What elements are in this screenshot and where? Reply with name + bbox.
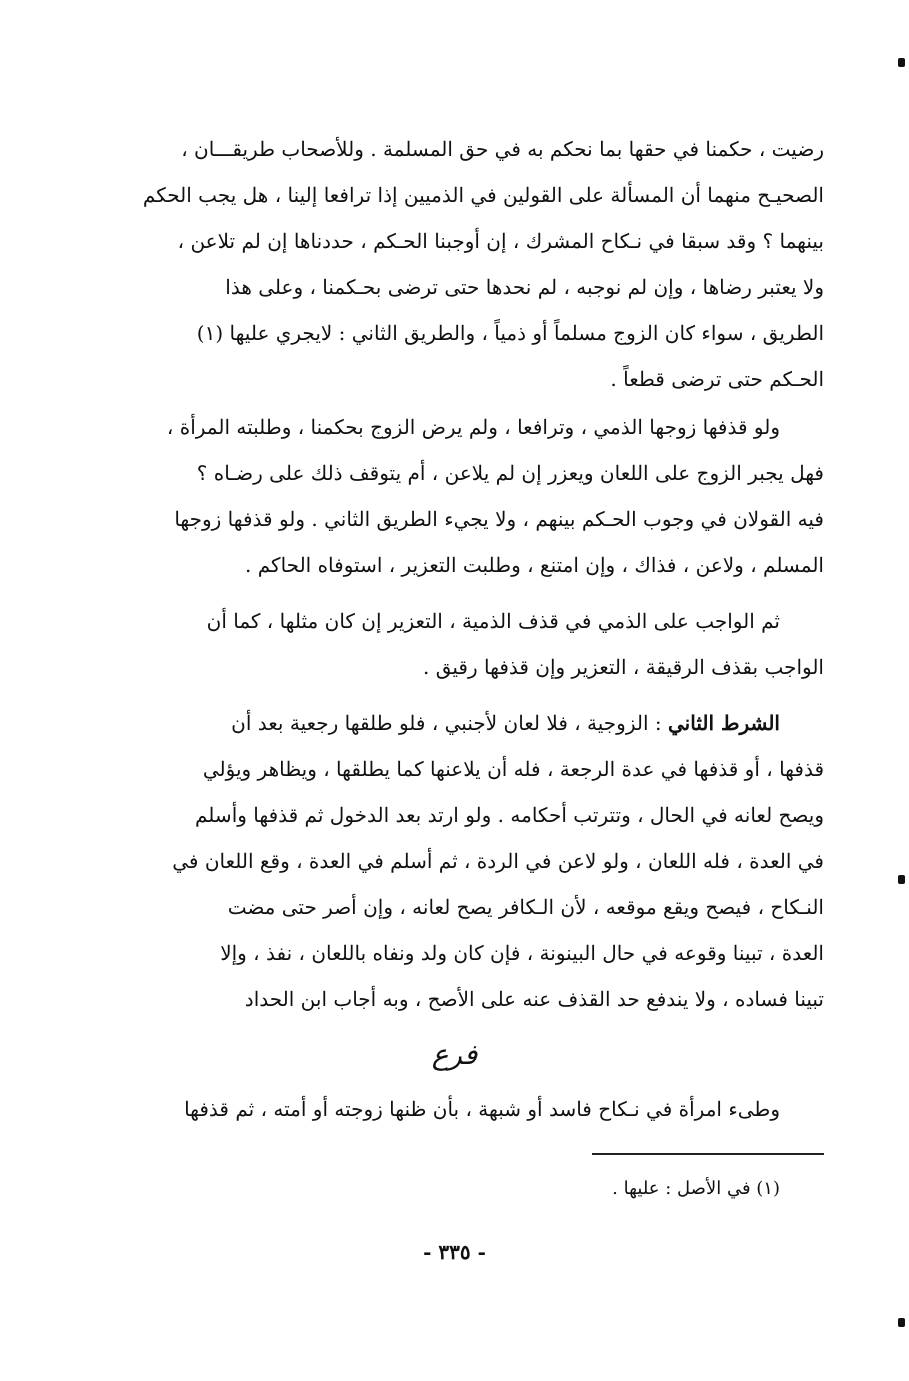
text-line: النـكاح ، فيصح ويقع موقعه ، لأن الـكافر يصح لعانه ، وإن أصر حتى مضت xyxy=(227,895,824,919)
text-line: وطىء امرأة في نـكاح فاسد أو شبهة ، بأن ظنها زوجته أو أمته ، ثم قذفها xyxy=(184,1097,780,1121)
text-line: ثم الواجب على الذمي في قذف الذمية ، التعزير إن كان مثلها ، كما أن xyxy=(206,609,780,633)
paragraph-3 xyxy=(100,598,824,690)
text-line: المسلم ، ولاعن ، فذاك ، وإن امتنع ، وطلبت التعزير ، استوفاه الحاكم . xyxy=(245,553,824,577)
text-line: تبينا فساده ، ولا يندفع حد القذف عنه على الأصح ، وبه أجاب ابن الحداد xyxy=(244,987,824,1011)
text-line: الحـكم حتى ترضى قطعاً . xyxy=(610,367,824,391)
text-line: رضيت ، حكمنا في حقها بما نحكم به في حق المسلمة . وللأصحاب طريقـــان ، xyxy=(181,137,824,161)
text-line: في العدة ، فله اللعان ، ولو لاعن في الردة ، ثم أسلم في العدة ، وقع اللعان في xyxy=(172,849,824,873)
margin-mark-bottom xyxy=(898,1318,905,1327)
section-heading: فرع xyxy=(431,1038,478,1071)
paragraph-5 xyxy=(100,1086,824,1132)
section-heading-inline: الشرط الثاني xyxy=(667,711,780,735)
margin-mark-middle xyxy=(898,875,905,884)
text-line: فهل يجبر الزوج على اللعان ويعزر إن لم يلاعن ، أم يتوقف ذلك على رضـاه ؟ xyxy=(196,461,824,485)
footnote: (١) في الأصل : عليها . xyxy=(612,1178,780,1199)
text-line: قذفها ، أو قذفها في عدة الرجعة ، فله أن يلاعنها كما يطلقها ، ويظاهر ويؤلي xyxy=(202,757,824,781)
paragraph-1 xyxy=(100,126,824,402)
text-line: ولا يعتبر رضاها ، وإن لم نوجبه ، لم نحدها حتى ترضى بحـكمنا ، وعلى هذا xyxy=(225,275,824,299)
text-fragment: : الزوجية ، فلا لعان لأجنبي ، فلو طلقها رجعية بعد أن xyxy=(231,711,662,735)
paragraph-4 xyxy=(100,700,824,1022)
text-line: الواجب بقذف الرقيقة ، التعزير وإن قذفها رقيق . xyxy=(423,655,824,679)
text-line: بينهما ؟ وقد سبقا في نـكاح المشرك ، إن أوجبنا الحـكم ، حددناها إن لم تلاعن ، xyxy=(177,229,824,253)
text-line: الطريق ، سواء كان الزوج مسلماً أو ذمياً ، والطريق الثاني : لايجري عليها (١) xyxy=(196,321,824,345)
text-line: ولو قذفها زوجها الذمي ، وترافعا ، ولم يرض الزوج بحكمنا ، وطلبته المرأة ، xyxy=(166,415,780,439)
text-line: فيه القولان في وجوب الحـكم بينهم ، ولا يجيء الطريق الثاني . ولو قذفها زوجها xyxy=(174,507,824,531)
page-number: - ٣٣٥ - xyxy=(423,1240,486,1264)
text-line: العدة ، تبينا وقوعه في حال البينونة ، فإن كان ولد ونفاه باللعان ، نفذ ، وإلا xyxy=(220,941,824,965)
text-line: الصحيـح منهما أن المسألة على القولين في الذميين إذا ترافعا إلينا ، هل يجب الحكم xyxy=(142,183,824,207)
paragraph-2 xyxy=(100,404,824,588)
text-line: ويصح لعانه في الحال ، وتترتب أحكامه . ولو ارتد بعد الدخول ثم قذفها وأسلم xyxy=(195,803,824,827)
footnote-divider xyxy=(592,1153,824,1155)
text-line xyxy=(100,700,824,746)
margin-mark-top xyxy=(898,58,905,67)
